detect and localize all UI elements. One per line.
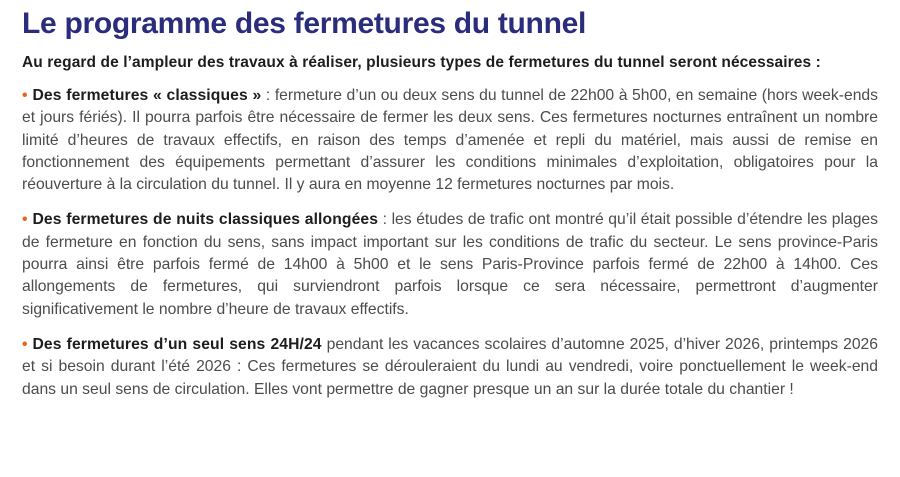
bullet-heading-seul-sens: Des fermetures d’un seul sens 24H/24 <box>32 335 322 353</box>
bullet-paragraph-classiques <box>22 85 878 196</box>
bullet-icon: • <box>22 335 28 353</box>
bullet-body-classiques: : fermeture d’un ou deux sens du tunnel de 22h00 à 5h00, en semaine (hors week-ends et jours fériés). Il pourra parfois être nécessaire de fermer les deux sens. Ces fermetures nocturnes entraînent un nombre limité d’heures de travaux effectifs, en raison des temps d’amenée et repli du matériel, mais aussi de remise en fonctionnement des équipements permettant d’assurer les conditions minimales d’exploitation, obligatoires pour la réouverture à la circulation du tunnel. Il y aura en moyenne 12 fermetures nocturnes par mois. <box>22 87 878 194</box>
bullet-heading-classiques: Des fermetures « classiques » <box>32 87 262 104</box>
bullet-body-seul-sens: pendant les vacances scolaires d’automne 2025, d’hiver 2026, printemps 2026 et si besoin durant l’été 2026 : Ces fermetures se dérouleraient du lundi au vendredi, voire ponctuellement le week-end dans un seul sens de circulation. Elles vont permettre de gagner presque un an sur la durée totale du chantier ! <box>22 335 878 398</box>
bullet-paragraph-seul-sens <box>22 334 878 401</box>
bullet-heading-nuits-allongees: Des fermetures de nuits classiques allongées <box>32 211 379 229</box>
page-title: Le programme des fermetures du tunnel <box>22 7 587 40</box>
intro-paragraph: Au regard de l’ampleur des travaux à réaliser, plusieurs types de fermetures du tunnel seront nécessaires : <box>22 54 821 71</box>
bullet-paragraph-nuits-allongees <box>22 209 878 320</box>
bullet-body-nuits-allongees: : les études de trafic ont montré qu’il était possible d’étendre les plages de fermeture en fonction du sens, sans impact important sur les conditions de trafic du secteur. Le sens province-Paris pourra ainsi être parfois fermé de 14h00 à 5h00 et le sens Paris-Province parfois fermé de 22h00 à 14h00. Ces allongements de fermetures, qui surviendront parfois lorsque ce sera nécessaire, permettront d’augmenter significativement le nombre d’heure de travaux effectifs. <box>22 211 878 318</box>
bullet-icon: • <box>22 87 28 104</box>
bullet-icon: • <box>22 211 28 229</box>
